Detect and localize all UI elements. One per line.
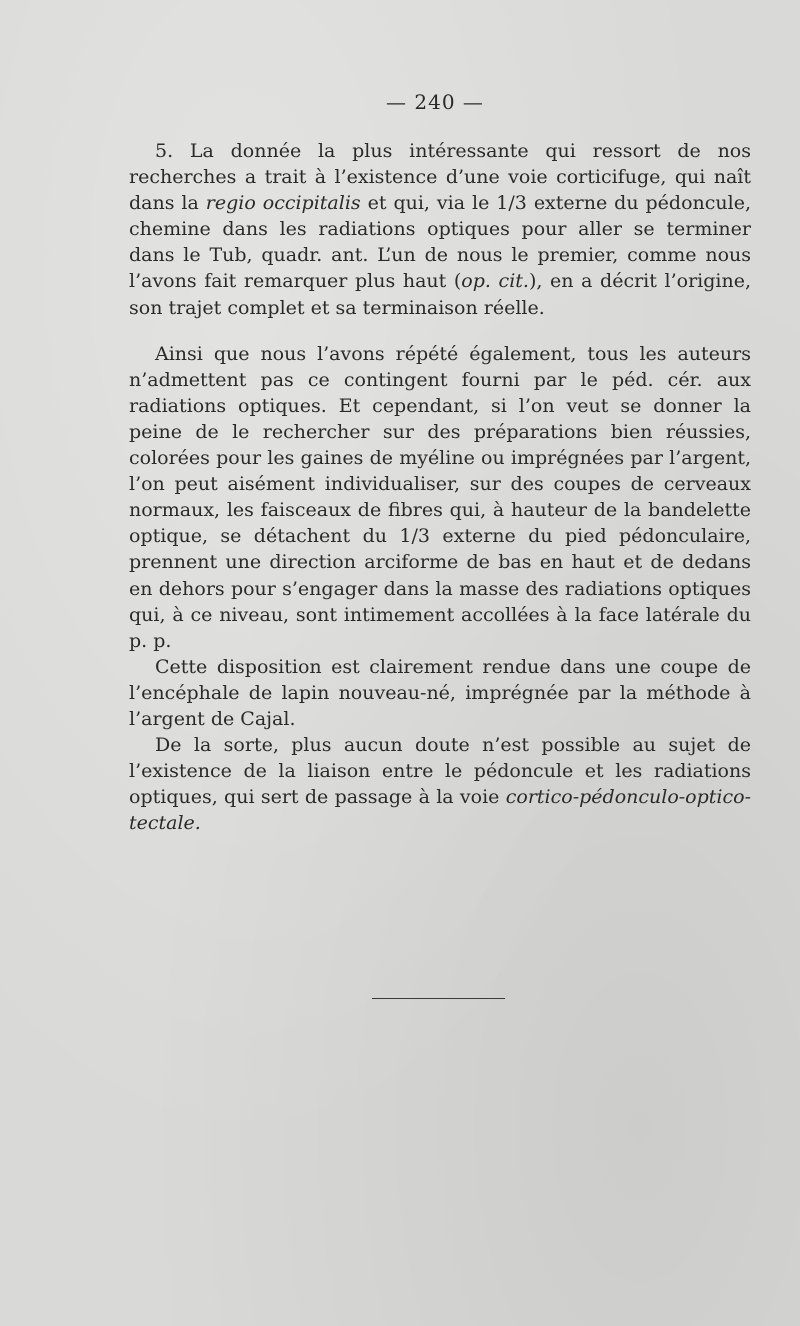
text-span: De la sorte, plus aucun doute n’est possible au sujet de l’existence de la liaison entre le pédoncule et les radiations optiques, qui sert de passage à la voie bbox=[129, 734, 751, 809]
paragraph-2 bbox=[129, 341, 751, 654]
text-span: 5. La donnée la plus intéressante qui ressort de nos recherches a trait à l’existence d’une voie corticifuge, qui naît dans la bbox=[129, 140, 751, 215]
italic-span: regio occipitalis bbox=[205, 192, 361, 215]
text-span: et qui, via le 1/3 externe du pédoncule, chemine dans les radiations optiques pour aller se terminer dans le Tub, quadr. ant. L’un de nous le premier, comme nous l’avons fait remarquer plus haut ( bbox=[129, 192, 752, 293]
italic-span: cortico-pédonculo-optico-tectale. bbox=[129, 786, 751, 835]
end-rule bbox=[372, 998, 505, 999]
text-span: ), en a décrit l’origine, son trajet complet et sa terminaison réelle. bbox=[129, 270, 751, 319]
text-span: Ainsi que nous l’avons répété également, tous les auteurs n’admettent pas ce contingent fourni par le péd. cér. aux radiations optiques. Et cependant, si l’on veut se donner la peine de le rechercher sur des préparations bien réussies, colorées pour les gaines de myéline ou imprégnées par l’argent, l’on peut aisément individualiser, sur des coupes de cerveaux normaux, les faisceaux de fibres qui, à hauteur de la bandelette optique, se détachent du 1/3 externe du pied pédonculaire, prennent une direction arciforme de bas en haut et de dedans en dehors pour s’engager dans la masse des radiations optiques qui, à ce niveau, sont intimement accollées à la face latérale du p. p. bbox=[129, 342, 751, 652]
page-number: — 240 — bbox=[386, 90, 484, 114]
italic-span: op. cit. bbox=[461, 270, 529, 293]
body-text bbox=[129, 138, 751, 836]
paragraph-1 bbox=[129, 138, 751, 321]
paragraph-3 bbox=[129, 654, 751, 732]
text-span: Cette disposition est clairement rendue dans une coupe de l’encéphale de lapin nouveau-né, imprégnée par la méthode à l’argent de Cajal. bbox=[129, 655, 751, 730]
paragraph-4 bbox=[129, 732, 751, 836]
